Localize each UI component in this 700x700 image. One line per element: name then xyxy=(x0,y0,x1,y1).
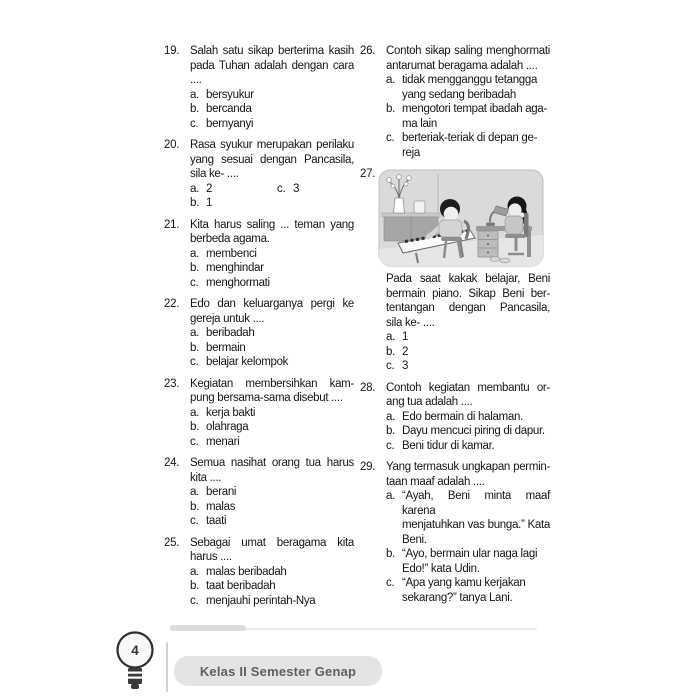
option-lines xyxy=(402,489,550,547)
option-row xyxy=(386,489,550,547)
question-text-line: Sebagai umat beragama kita xyxy=(190,536,354,549)
option-row xyxy=(386,410,550,425)
option-letter: a. xyxy=(190,406,199,419)
option-text-line: mengotori tempat ibadah aga- xyxy=(402,103,548,115)
lightbulb-page-number-icon xyxy=(112,630,158,694)
question-number: 26. xyxy=(360,45,376,57)
option-c xyxy=(190,117,253,132)
page-number: 4 xyxy=(131,643,139,658)
option-c xyxy=(386,439,494,454)
option-lines xyxy=(206,326,254,341)
option-text-line: ma lain xyxy=(402,117,437,130)
question-22 xyxy=(164,297,354,370)
option-letter: a. xyxy=(190,565,199,578)
question-body xyxy=(190,536,354,609)
option-lines xyxy=(402,439,494,454)
option-text-line: 1 xyxy=(206,197,213,209)
option-text-line: Beni tidur di kamar. xyxy=(402,439,495,452)
column-right xyxy=(360,44,550,612)
option-letter: c. xyxy=(190,356,199,368)
option-text-line: bercanda xyxy=(206,103,252,115)
option-b xyxy=(190,341,245,356)
question-20 xyxy=(164,138,354,211)
option-b xyxy=(386,102,547,131)
question-number: 20. xyxy=(164,139,180,151)
option-lines xyxy=(206,579,275,594)
option-lines xyxy=(206,514,226,529)
option-letter: c. xyxy=(190,594,199,607)
option-lines xyxy=(402,330,408,345)
option-a xyxy=(386,489,550,547)
option-row xyxy=(386,576,550,605)
question-text-line: kita .... xyxy=(190,471,222,484)
question-23 xyxy=(164,377,354,450)
question-text-line: yang sesuai dengan Pancasila, xyxy=(190,153,354,166)
option-b xyxy=(190,196,212,211)
question-body xyxy=(190,297,354,370)
question-body xyxy=(190,44,354,131)
option-c xyxy=(190,594,315,609)
question-text-line: Kegiatan membersihkan kam- xyxy=(190,377,354,390)
option-letter: b. xyxy=(190,197,199,209)
option-row xyxy=(190,341,354,356)
option-row xyxy=(190,579,354,594)
option-row xyxy=(190,420,354,435)
option-text-line: berani xyxy=(206,486,237,498)
option-b xyxy=(386,547,537,576)
option-text-line: belajar kelompok xyxy=(206,356,289,368)
option-text-line: 3 xyxy=(402,360,409,372)
option-c xyxy=(386,359,408,374)
chapter-badge xyxy=(174,656,382,686)
option-letter: b. xyxy=(386,345,395,358)
question-27 xyxy=(360,167,550,374)
option-row xyxy=(386,424,550,439)
option-text-line: 2 xyxy=(402,345,409,358)
option-text-line: bernyanyi xyxy=(206,117,254,130)
option-row xyxy=(190,117,354,132)
option-letter: c. xyxy=(386,439,395,452)
piano-study-illustration xyxy=(378,169,544,267)
column-left xyxy=(164,44,354,615)
option-b xyxy=(190,261,264,276)
option-b xyxy=(386,424,545,439)
option-lines xyxy=(206,117,253,132)
option-row xyxy=(386,330,550,345)
option-text-line: berteriak-teriak di depan ge- xyxy=(402,132,538,144)
question-number: 22. xyxy=(164,298,180,310)
question-28 xyxy=(360,381,550,454)
option-letter: b. xyxy=(190,500,199,513)
option-letter: b. xyxy=(190,580,199,592)
option-row xyxy=(190,88,354,103)
option-c xyxy=(190,355,288,370)
option-b xyxy=(386,345,408,360)
option-lines xyxy=(206,594,315,609)
option-c xyxy=(190,435,239,450)
option-letter: b. xyxy=(386,548,395,560)
option-letter: a. xyxy=(190,88,199,101)
option-text-line: kerja bakti xyxy=(206,406,256,419)
option-text-line: 1 xyxy=(402,331,409,343)
question-text-line: Kita harus saling ... teman yang xyxy=(190,218,354,231)
option-letter: a. xyxy=(386,410,395,423)
option-letter: c. xyxy=(386,360,395,372)
option-text-line: 3 xyxy=(293,182,300,195)
option-letter: b. xyxy=(386,103,395,115)
option-a xyxy=(190,406,255,421)
question-text-line: Salah satu sikap berterima kasih xyxy=(190,45,354,57)
option-a xyxy=(190,182,277,197)
option-letter: a. xyxy=(386,490,395,502)
option-row xyxy=(386,73,550,102)
option-row xyxy=(190,355,354,370)
question-body xyxy=(190,218,354,291)
question-text-line: Contoh kegiatan membantu or- xyxy=(386,381,550,394)
option-b xyxy=(190,420,248,435)
option-a xyxy=(386,410,523,425)
option-letter: c. xyxy=(386,132,395,144)
question-text-line: Pada saat kakak belajar, Beni xyxy=(386,273,550,285)
option-text-line: tidak mengganggu tetangga xyxy=(402,74,538,86)
question-number: 21. xyxy=(164,218,180,231)
option-text-line: menjatuhkan vas bunga.” Kata xyxy=(402,519,550,531)
question-24 xyxy=(164,456,354,529)
option-letter: a. xyxy=(190,327,199,339)
option-row xyxy=(190,565,354,580)
option-lines xyxy=(402,345,408,360)
option-row xyxy=(190,276,354,291)
option-text-line: bermain xyxy=(206,341,246,354)
question-body xyxy=(386,460,550,605)
chapter-badge-label: Kelas II Semester Genap xyxy=(199,663,357,679)
question-body xyxy=(190,138,354,211)
question-text-line: pung bersama-sama disebut .... xyxy=(190,392,343,404)
question-text-line: ang tua adalah .... xyxy=(386,396,473,408)
option-row xyxy=(190,500,354,515)
option-a xyxy=(190,485,236,500)
option-text-line: “Ayo, bermain ular naga lagi xyxy=(402,548,538,560)
question-number: 29. xyxy=(360,461,376,473)
option-row xyxy=(386,345,550,360)
question-body xyxy=(190,456,354,529)
option-lines xyxy=(402,547,537,576)
option-letter: b. xyxy=(190,262,199,274)
option-row xyxy=(386,547,550,576)
option-lines xyxy=(206,355,288,370)
option-row xyxy=(190,102,354,117)
option-letter: c. xyxy=(190,435,199,448)
question-text-line: tentangan dengan Pancasila, xyxy=(386,302,550,314)
option-lines xyxy=(402,102,547,131)
option-letter: a. xyxy=(190,486,199,498)
question-text-line: Edo dan keluarganya pergi ke xyxy=(190,298,354,310)
question-text-line: Semua nasihat orang tua harus xyxy=(190,457,354,469)
option-lines xyxy=(206,196,212,211)
option-a xyxy=(386,330,408,345)
option-text-line: reja xyxy=(402,146,420,159)
question-26 xyxy=(360,44,550,160)
question-body xyxy=(190,377,354,450)
question-text-line: antarumat beragama adalah .... xyxy=(386,59,538,72)
option-lines xyxy=(206,261,264,276)
option-row xyxy=(190,261,354,276)
option-letter: b. xyxy=(190,421,199,433)
option-lines xyxy=(293,182,354,197)
option-text-line: menghindar xyxy=(206,262,264,274)
question-text-line: Rasa syukur merupakan perilaku xyxy=(190,139,354,151)
option-text-line: Beni. xyxy=(402,533,427,546)
option-a xyxy=(190,88,254,103)
option-lines xyxy=(402,576,526,605)
option-row xyxy=(190,326,354,341)
question-text-line: harus .... xyxy=(190,551,232,563)
question-text-line: sila ke- .... xyxy=(386,316,435,329)
question-number: 24. xyxy=(164,457,180,469)
option-text-line: “Apa yang kamu kerjakan xyxy=(402,577,526,589)
question-25 xyxy=(164,536,354,609)
option-row xyxy=(190,485,354,500)
option-a xyxy=(190,247,257,262)
option-letter: a. xyxy=(190,182,199,195)
option-text-line: “Ayah, Beni minta maaf karena xyxy=(402,490,550,517)
question-number: 28. xyxy=(360,381,376,394)
option-lines xyxy=(206,247,257,262)
option-text-line: yang sedang beribadah xyxy=(402,88,516,101)
option-lines xyxy=(402,359,408,374)
option-lines xyxy=(206,565,287,580)
option-lines xyxy=(206,435,239,450)
option-letter: c. xyxy=(277,182,286,195)
option-lines xyxy=(402,131,537,160)
option-a xyxy=(190,565,287,580)
option-c xyxy=(386,576,526,605)
option-text-line: menari xyxy=(206,435,240,448)
option-row xyxy=(190,247,354,262)
question-body xyxy=(386,44,550,160)
question-text-line: Contoh sikap saling menghormati xyxy=(386,45,550,57)
option-row xyxy=(190,594,354,609)
option-lines xyxy=(206,102,252,117)
question-text-line: .... xyxy=(190,74,202,86)
option-letter: a. xyxy=(190,247,199,260)
option-lines xyxy=(206,182,277,197)
question-body xyxy=(386,167,550,374)
option-letter: a. xyxy=(386,331,395,343)
question-number: 19. xyxy=(164,45,180,57)
option-b xyxy=(190,579,275,594)
option-text-line: Edo bermain di halaman. xyxy=(402,410,523,423)
option-text-line: taati xyxy=(206,515,227,527)
question-text-line: berbeda agama. xyxy=(190,233,270,245)
option-lines xyxy=(206,500,235,515)
option-row xyxy=(190,406,354,421)
option-lines xyxy=(206,406,255,421)
option-row xyxy=(386,439,550,454)
option-letter: b. xyxy=(190,103,199,115)
option-row xyxy=(386,102,550,131)
option-c xyxy=(190,276,270,291)
option-text-line: menghormati xyxy=(206,276,270,289)
option-b xyxy=(190,500,235,515)
option-text-line: malas beribadah xyxy=(206,565,287,578)
option-letter: c. xyxy=(190,276,199,289)
option-row xyxy=(190,514,354,529)
option-a xyxy=(190,326,254,341)
option-lines xyxy=(402,410,523,425)
option-text-line: olahraga xyxy=(206,421,249,433)
option-c xyxy=(277,182,354,197)
option-b xyxy=(190,102,252,117)
option-letter: a. xyxy=(386,74,395,86)
question-text-line: Yang termasuk ungkapan permin- xyxy=(386,461,550,473)
option-c xyxy=(386,131,537,160)
question-text-line: bermain piano. Sikap Beni ber- xyxy=(386,287,550,300)
option-lines xyxy=(206,341,245,356)
option-row xyxy=(386,359,550,374)
option-letter: c. xyxy=(190,515,199,527)
option-text-line: sekarang?” tanya Lani. xyxy=(402,591,513,604)
option-row xyxy=(386,131,550,160)
option-text-line: taat beribadah xyxy=(206,580,276,592)
question-29 xyxy=(360,460,550,605)
footer-divider xyxy=(166,642,168,692)
option-text-line: menjauhi perintah-Nya xyxy=(206,594,316,607)
option-a xyxy=(386,73,537,102)
question-text-line: gereja untuk .... xyxy=(190,312,265,325)
option-row xyxy=(190,435,354,450)
option-lines xyxy=(206,420,248,435)
option-text-line: bersyukur xyxy=(206,88,254,101)
option-lines xyxy=(206,485,236,500)
option-lines xyxy=(402,424,545,439)
question-body xyxy=(386,381,550,454)
option-row xyxy=(190,196,354,211)
option-text-line: malas xyxy=(206,500,236,513)
question-19 xyxy=(164,44,354,131)
option-lines xyxy=(206,276,270,291)
question-number: 25. xyxy=(164,536,180,549)
option-letter: b. xyxy=(386,425,395,437)
option-row xyxy=(190,182,354,197)
question-21 xyxy=(164,218,354,291)
option-lines xyxy=(206,88,254,103)
question-text-line: pada Tuhan adalah dengan cara xyxy=(190,59,354,72)
footer-rule-thumb xyxy=(170,625,246,631)
option-letter: c. xyxy=(386,577,395,589)
option-lines xyxy=(402,73,537,102)
option-text-line: membenci xyxy=(206,247,257,260)
option-letter: c. xyxy=(190,117,199,130)
option-text-line: beribadah xyxy=(206,327,255,339)
question-number: 23. xyxy=(164,377,180,390)
option-c xyxy=(190,514,226,529)
option-text-line: Edo!” kata Udin. xyxy=(402,562,480,575)
question-number: 27. xyxy=(360,168,376,180)
option-text-line: 2 xyxy=(206,182,213,195)
question-text-line: sila ke- .... xyxy=(190,168,239,180)
option-letter: b. xyxy=(190,341,199,354)
option-text-line: Dayu mencuci piring di dapur. xyxy=(402,425,545,437)
question-text-line: taan maaf adalah .... xyxy=(386,475,485,488)
